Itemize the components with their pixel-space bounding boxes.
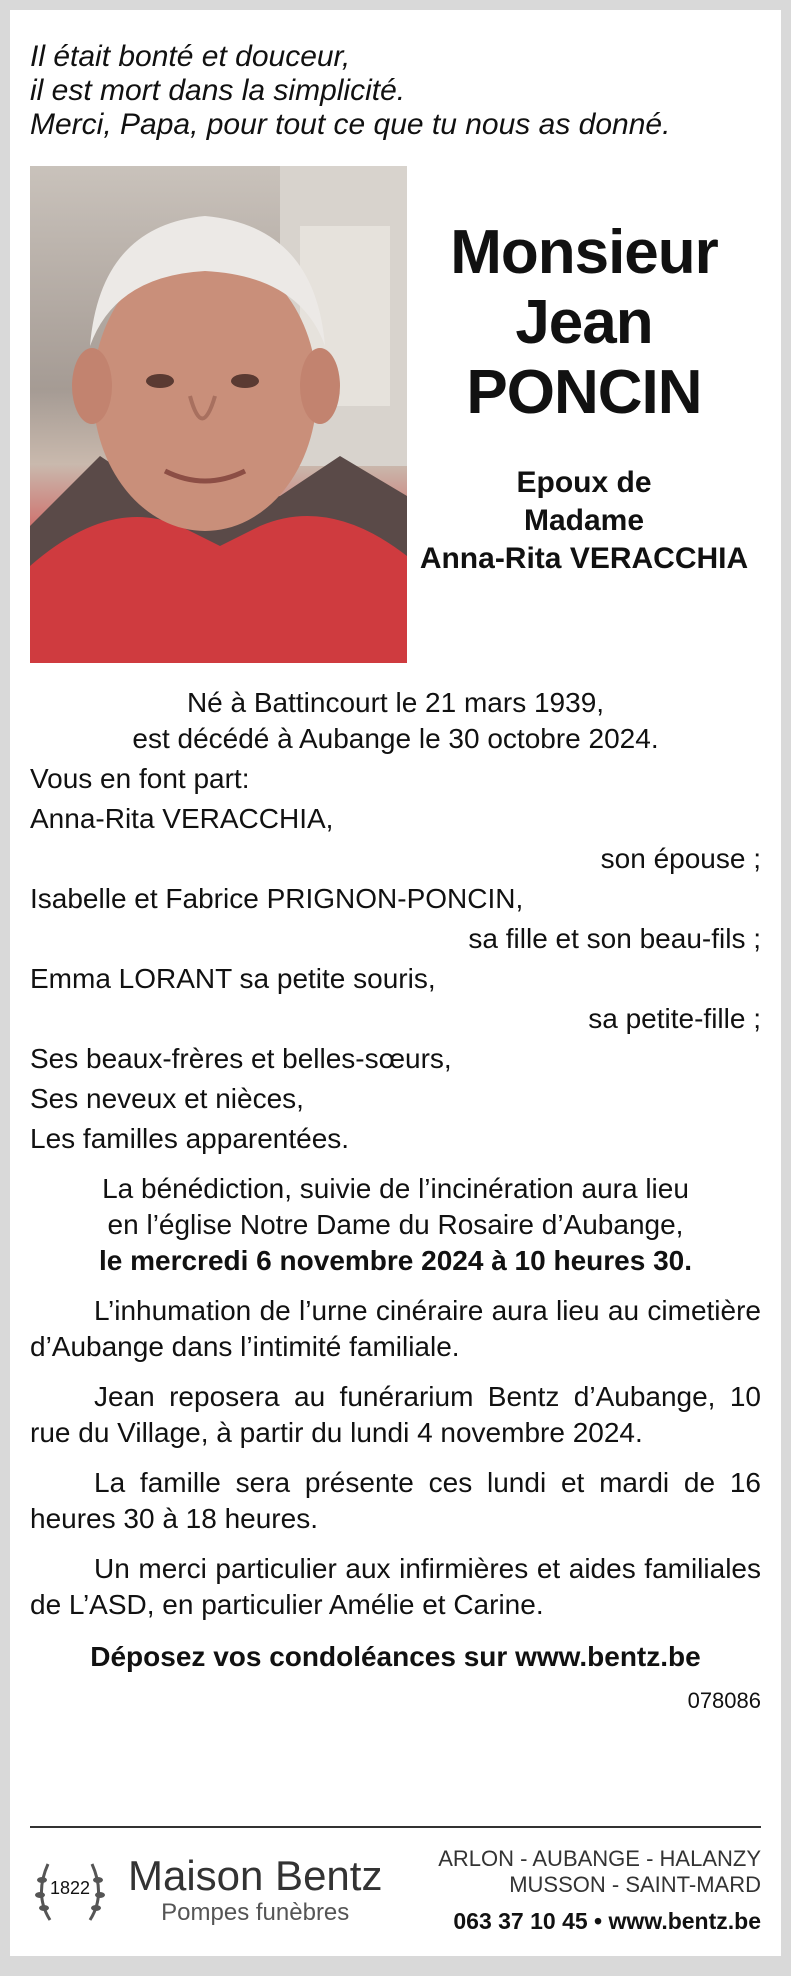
seal-year: 1822 bbox=[49, 1878, 91, 1898]
deceased-first-name: Jean bbox=[515, 288, 653, 357]
locations-line-1: ARLON - AUBANGE - HALANZY bbox=[438, 1845, 761, 1871]
reference-number: 078086 bbox=[687, 1688, 761, 1713]
spouse-info bbox=[407, 464, 761, 578]
family-member-relation: sa fille et son beau-fils ; bbox=[468, 923, 761, 954]
deceased-last-name: PONCIN bbox=[466, 358, 702, 427]
obituary-notice bbox=[10, 10, 781, 1956]
deceased-name-block bbox=[407, 166, 761, 578]
paragraph-funeral-home: Jean reposera au funérarium Bentz d’Aubange, 10 rue du Village, à partir du lundi 4 novembre 2024. bbox=[30, 1381, 761, 1448]
ceremony-line-2: en l’église Notre Dame du Rosaire d’Aubange, bbox=[107, 1209, 684, 1240]
laurel-seal-icon bbox=[30, 1850, 110, 1930]
other-relatives: Ses neveux et nièces, bbox=[30, 1083, 304, 1114]
notice-body bbox=[30, 685, 761, 1719]
spouse-line-1: Epoux de bbox=[516, 466, 652, 499]
family-member-name: Isabelle et Fabrice PRIGNON-PONCIN, bbox=[30, 883, 524, 914]
condolences-note: Déposez vos condoléances sur www.bentz.be bbox=[90, 1641, 701, 1672]
spouse-line-3: Anna-Rita VERACCHIA bbox=[419, 542, 749, 575]
quote bbox=[30, 40, 761, 142]
funeral-home-footer bbox=[30, 1826, 761, 1938]
other-relatives: Ses beaux-frères et belles-sœurs, bbox=[30, 1043, 452, 1074]
portrait-photo bbox=[30, 166, 407, 663]
paragraph-visitation: La famille sera présente ces lundi et mardi de 16 heures 30 à 18 heures. bbox=[30, 1467, 761, 1534]
paragraph-burial: L’inhumation de l’urne cinéraire aura lieu au cimetière d’Aubange dans l’intimité familiale. bbox=[30, 1295, 761, 1362]
family-member-relation: sa petite-fille ; bbox=[588, 1003, 761, 1034]
birth-line: Né à Battincourt le 21 mars 1939, bbox=[186, 687, 605, 718]
family-member-name: Anna-Rita VERACCHIA, bbox=[30, 803, 334, 834]
brand-name: Maison Bentz bbox=[128, 1852, 383, 1899]
locations-line-2: MUSSON - SAINT-MARD bbox=[509, 1871, 761, 1897]
family-member-name: Emma LORANT sa petite souris, bbox=[30, 963, 436, 994]
ceremony-date: le mercredi 6 novembre 2024 à 10 heures 30. bbox=[98, 1245, 693, 1276]
other-relatives: Les familles apparentées. bbox=[30, 1123, 350, 1154]
spouse-line-2: Madame bbox=[523, 504, 645, 537]
quote-line-3: Merci, Papa, pour tout ce que tu nous as donné. bbox=[30, 108, 671, 141]
portrait-illustration bbox=[30, 166, 407, 663]
brand-subtitle: Pompes funèbres bbox=[161, 1899, 350, 1926]
deceased-title: Monsieur bbox=[450, 218, 718, 287]
phone-and-website: 063 37 10 45 • www.bentz.be bbox=[453, 1907, 761, 1934]
quote-line-1: Il était bonté et douceur, bbox=[30, 40, 351, 73]
announce-intro: Vous en font part: bbox=[30, 763, 250, 794]
contact-info bbox=[438, 1846, 761, 1935]
death-line: est décédé à Aubange le 30 octobre 2024. bbox=[132, 723, 659, 754]
header-section bbox=[30, 166, 761, 663]
quote-line-2: il est mort dans la simplicité. bbox=[30, 74, 406, 107]
brand bbox=[128, 1853, 382, 1927]
paragraph-thanks: Un merci particulier aux infirmières et aides familiales de L’ASD, en particulier Amélie et Carine. bbox=[30, 1553, 761, 1620]
ceremony-line-1: La bénédiction, suivie de l’incinération aura lieu bbox=[102, 1173, 689, 1204]
family-member-relation: son épouse ; bbox=[600, 843, 761, 874]
